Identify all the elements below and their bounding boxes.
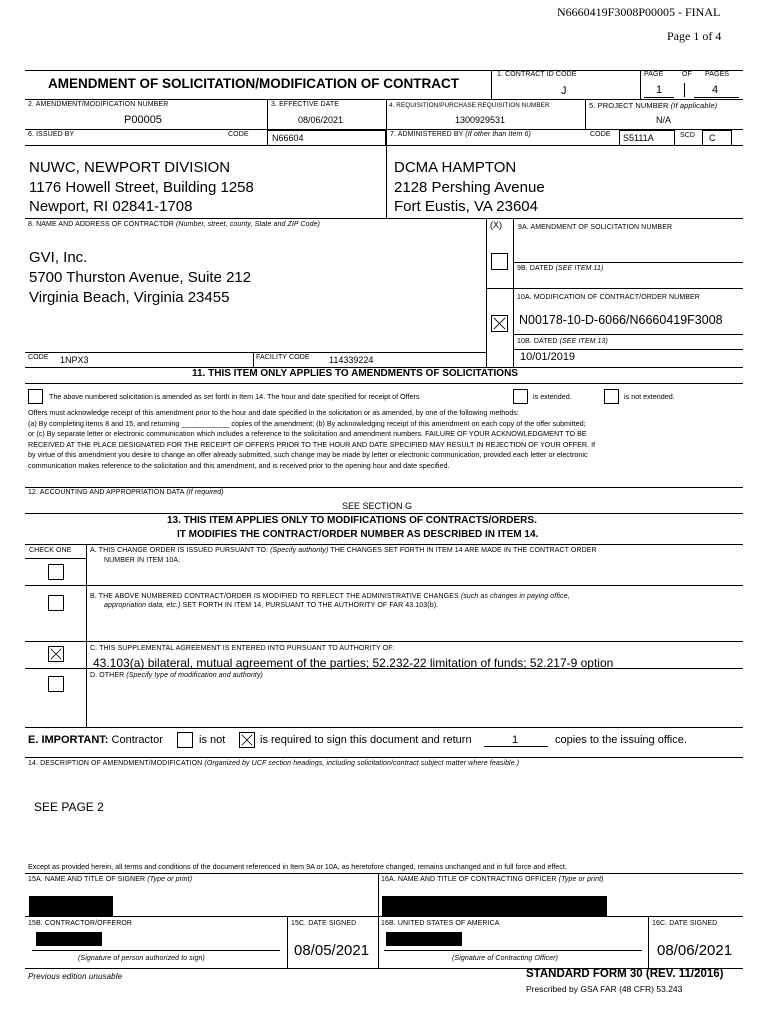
item-9b-label: 9B. DATED (SEE ITEM 11) bbox=[517, 265, 604, 272]
extended-label: is extended. bbox=[533, 392, 572, 401]
contract-id-value: J bbox=[561, 85, 567, 97]
item-10-checkbox[interactable] bbox=[491, 315, 508, 332]
item-15c-label: 15C. DATE SIGNED bbox=[291, 920, 357, 927]
not-extended-label: is not extended. bbox=[624, 392, 675, 401]
effective-date-value: 08/06/2021 bbox=[298, 115, 344, 125]
scd-label: SCD bbox=[680, 132, 696, 139]
item-10b-label: 10B. DATED (SEE ITEM 13) bbox=[517, 338, 608, 345]
item-13c-authority: 43.103(a) bilateral, mutual agreement of the parties; 52.232-22 limitation of funds; 52.217-9 option bbox=[93, 656, 614, 670]
issued-by-code: N66604 bbox=[272, 133, 304, 143]
item-13a-text-cont: NUMBER IN ITEM 10A. bbox=[104, 557, 181, 564]
x-column-label: (X) bbox=[490, 220, 502, 230]
administered-by-code: S5111A bbox=[623, 133, 654, 143]
item-9a-label: 9A. AMENDMENT OF SOLICITATION NUMBER bbox=[518, 224, 673, 231]
e-is-not-label: is not bbox=[199, 734, 226, 746]
important-line: E. IMPORTANT: Contractor bbox=[28, 734, 163, 746]
check-13b-checkbox[interactable] bbox=[48, 595, 64, 611]
e-is-not-checkbox[interactable] bbox=[177, 732, 193, 748]
item-13d-text: D. OTHER (Specify type of modification and authority) bbox=[90, 672, 263, 679]
previous-edition-note: Previous edition unusable bbox=[28, 972, 123, 981]
signature-person-note: (Signature of person authorized to sign) bbox=[78, 955, 205, 962]
solicitation-ack-checkbox[interactable] bbox=[28, 389, 43, 404]
facility-code-label: FACILITY CODE bbox=[256, 354, 310, 361]
facility-code: 114339224 bbox=[329, 355, 374, 365]
issuer-address: NUWC, NEWPORT DIVISION 1176 Howell Street, Building 1258 Newport, RI 02841-1708 bbox=[29, 159, 254, 215]
amendment-number-label: 2. AMENDMENT/MODIFICATION NUMBER bbox=[28, 101, 169, 108]
e-copies-value: 1 bbox=[512, 734, 519, 746]
form-title: AMENDMENT OF SOLICITATION/MODIFICATION OF CONTRACT bbox=[48, 76, 459, 91]
check-13a-checkbox[interactable] bbox=[48, 564, 64, 580]
administered-by-code-label: CODE bbox=[590, 131, 611, 138]
check-x-icon bbox=[240, 733, 254, 747]
redacted-signer-name bbox=[29, 896, 113, 916]
amendment-number-value: P00005 bbox=[124, 114, 162, 126]
issued-by-code-label: CODE bbox=[228, 131, 249, 138]
item-12-value: SEE SECTION G bbox=[342, 501, 413, 511]
date-signed-16c: 08/06/2021 bbox=[657, 942, 733, 959]
e-is-required-label: is required to sign this document and return bbox=[260, 734, 472, 746]
check-13d-checkbox[interactable] bbox=[48, 676, 64, 692]
e-copies-text: copies to the issuing office. bbox=[555, 734, 687, 746]
page-value: 1 bbox=[656, 84, 663, 96]
extended-checkbox[interactable] bbox=[513, 389, 528, 404]
of-label: OF bbox=[682, 71, 692, 78]
item-12-label: 12. ACCOUNTING AND APPROPRIATION DATA (If required) bbox=[28, 489, 224, 496]
requisition-number-label: 4. REQUISITION/PURCHASE REQUISITION NUMBER bbox=[389, 102, 550, 109]
item-15b-label: 15B. CONTRACTOR/OFFEROR bbox=[28, 920, 133, 927]
issued-by-label: 6. ISSUED BY bbox=[28, 131, 75, 138]
item-14-label: 14. DESCRIPTION OF AMENDMENT/MODIFICATION (Organized by UCF section headings, including solicitation/contract subject matter where feasible.) bbox=[28, 760, 520, 767]
pages-value: 4 bbox=[712, 84, 719, 96]
standard-form-label: STANDARD FORM 30 (REV. 11/2016) bbox=[526, 968, 724, 980]
contractor-code: 1NPX3 bbox=[60, 355, 89, 365]
item-13b-text: B. THE ABOVE NUMBERED CONTRACT/ORDER IS MODIFIED TO REFLECT THE ADMINISTRATIVE CHANGES (such as changes in paying office, bbox=[90, 593, 570, 600]
item-13-subtitle: IT MODIFIES THE CONTRACT/ORDER NUMBER AS DESCRIBED IN ITEM 14. bbox=[177, 529, 539, 540]
item-16b-label: 16B. UNITED STATES OF AMERICA bbox=[381, 920, 500, 927]
check-13c-checkbox[interactable] bbox=[48, 646, 64, 662]
item-9-checkbox[interactable] bbox=[491, 253, 508, 270]
e-is-required-checkbox[interactable] bbox=[239, 732, 255, 748]
item-15a-label: 15A. NAME AND TITLE OF SIGNER (Type or print) bbox=[28, 876, 193, 883]
signature-officer-note: (Signature of Contracting Officer) bbox=[452, 955, 559, 962]
administrator-address: DCMA HAMPTON 2128 Pershing Avenue Fort Eustis, VA 23604 bbox=[394, 159, 545, 215]
not-extended-checkbox[interactable] bbox=[604, 389, 619, 404]
item-11-text: The above numbered solicitation is amended as set forth in Item 14. The hour and date specified for receipt of Offers bbox=[49, 392, 420, 401]
check-x-icon bbox=[492, 316, 507, 331]
item-16c-label: 16C. DATE SIGNED bbox=[652, 920, 718, 927]
project-number-value: N/A bbox=[656, 115, 672, 125]
pages-label: PAGES bbox=[705, 71, 730, 78]
contractor-address-label: 8. NAME AND ADDRESS OF CONTRACTOR (Number, street, county, State and ZIP Code) bbox=[28, 221, 321, 228]
item-13-title: 13. THIS ITEM APPLIES ONLY TO MODIFICATIONS OF CONTRACTS/ORDERS. bbox=[167, 515, 537, 526]
page-label: PAGE bbox=[644, 71, 664, 78]
contractor-address: GVI, Inc. 5700 Thurston Avenue, Suite 212 Virginia Beach, Virginia 23455 bbox=[29, 249, 252, 306]
project-number-label: 5. PROJECT NUMBER (If applicable) bbox=[589, 101, 718, 110]
item-11-instructions: Offers must acknowledge receipt of this amendment prior to the hour and date specified in the solicitation or as amended, by one of the following methods: (a) By completing items 8 and 15, and returning ____________ copies of the amendment; (b) By acknowledging receipt of this amendment on each copy of the offer submitted; or (c) By separate letter or electronic communication which includes a reference to the solicitation and amendment numbers. FAILURE OF YOUR ACKNOWLEDGMENT TO BE RECEIVED AT THE PLACE DESIGNATED FOR THE RECEIPT OF OFFERS PRIOR TO THE HOUR AND DATE SPECIFIED MAY RESULT IN REJECTION OF YOUR OFFER. If by virtue of this amendment you desire to change an offer already submitted, such change may be made by letter or electronic communication, provided each letter or electronic communication makes reference to the solicitation and this amendment, and is received prior to the opening hour and date specified. bbox=[28, 408, 596, 470]
item-11-title: 11. THIS ITEM ONLY APPLIES TO AMENDMENTS OF SOLICITATIONS bbox=[192, 368, 518, 379]
item-13c-text: C. THIS SUPPLEMENTAL AGREEMENT IS ENTERED INTO PURSUANT TO AUTHORITY OF: bbox=[90, 645, 395, 652]
scd-value: C bbox=[709, 133, 716, 143]
check-one-label: CHECK ONE bbox=[29, 547, 72, 554]
contractor-code-label: CODE bbox=[28, 354, 49, 361]
redacted-officer-name bbox=[382, 896, 607, 916]
item-10a-label: 10A. MODIFICATION OF CONTRACT/ORDER NUMBER bbox=[517, 294, 700, 301]
item-10b-value: 10/01/2019 bbox=[520, 351, 576, 363]
page-indicator: Page 1 of 4 bbox=[667, 29, 722, 43]
document-id: N6660419F3008P00005 - FINAL bbox=[557, 5, 721, 19]
date-signed-15c: 08/05/2021 bbox=[294, 942, 370, 959]
check-x-icon bbox=[49, 647, 63, 661]
redacted-contractor-signature bbox=[36, 932, 102, 946]
item-16a-label: 16A. NAME AND TITLE OF CONTRACTING OFFICER (Type or print) bbox=[381, 876, 604, 883]
except-text: Except as provided herein, all terms and conditions of the document referenced in Item 9A or 10A, as heretofore changed, remains unchanged and in full force and effect. bbox=[28, 862, 567, 871]
effective-date-label: 3. EFFECTIVE DATE bbox=[271, 101, 340, 108]
contract-id-label: 1. CONTRACT ID CODE bbox=[497, 71, 577, 78]
prescribed-by-label: Prescribed by GSA FAR (48 CFR) 53.243 bbox=[526, 984, 683, 994]
item-14-value: SEE PAGE 2 bbox=[34, 800, 104, 814]
requisition-number-value: 1300929531 bbox=[455, 115, 506, 125]
item-10a-value: N00178-10-D-6066/N6660419F3008 bbox=[519, 313, 723, 327]
item-13b-text-cont: appropriation data, etc.) SET FORTH IN ITEM 14, PURSUANT TO THE AUTHORITY OF FAR 43.103(b). bbox=[104, 602, 439, 609]
administered-by-label: 7. ADMINISTERED BY (If other than Item 6) bbox=[390, 131, 531, 138]
item-13a-text: A. THIS CHANGE ORDER IS ISSUED PURSUANT TO: (Specify authority) THE CHANGES SET FORTH IN ITEM 14 ARE MADE IN THE CONTRACT ORDER bbox=[90, 547, 597, 554]
redacted-officer-signature bbox=[386, 932, 462, 946]
